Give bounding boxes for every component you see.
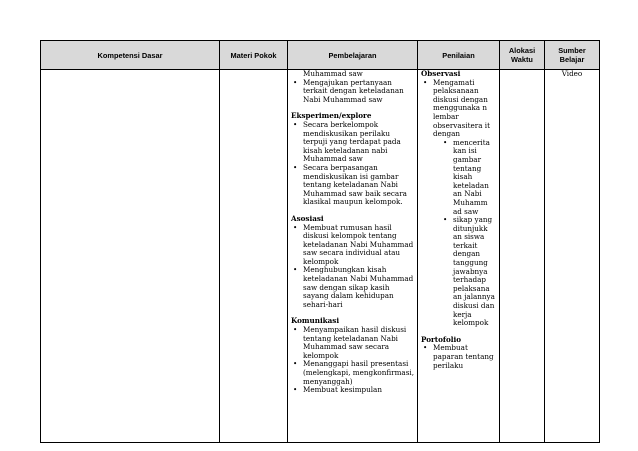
section-title-eksperimen: Eksperimen/explore: [291, 111, 372, 121]
list-item: • Membuat rumusan hasil diskusi kelompok tentang keteladanan Nabi Muhammad saw secara individual atau kelompok: [293, 222, 414, 266]
list-item: • Menyampaikan hasil diskusi tentang keteladanan Nabi Muhammad saw secara kelompok: [293, 325, 407, 360]
table-header-row: [41, 41, 600, 70]
bullet-icon: •: [423, 77, 428, 87]
komunikasi-list: [291, 326, 414, 395]
list-item: • Secara berkelompok mendiskusikan perilaku terpuji yang terdapat pada kisah keteladanan nabi Muhammad saw: [293, 119, 401, 164]
bullet-icon: •: [293, 222, 298, 232]
cell-penilaian: [418, 70, 500, 443]
rpp-table: [40, 40, 600, 443]
list-item: • Mengajukan pertanyaan terkait dengan keteladanan Nabi Muhammad saw: [293, 77, 404, 104]
list-item: • Menanggapi hasil presentasi (melengkapi, mengkonfirmasi, menyanggah): [293, 359, 414, 386]
bullet-icon: •: [293, 325, 298, 335]
intro-list: [291, 79, 414, 105]
bullet-icon: •: [423, 343, 428, 353]
observasi-sub-list: [441, 139, 496, 328]
cell-sumber-belajar: Video: [545, 70, 600, 443]
section-title-portofolio: Portofolio: [421, 334, 462, 344]
list-item: • Secara berpasangan mendiskusikan isi gambar tentang keteladanan Nabi Muhammad saw baik secara klasikal maupun kelompok.: [293, 162, 407, 207]
bullet-icon: •: [293, 385, 298, 395]
eksperimen-list: [291, 121, 414, 207]
list-item: • mencerita kan isi gambar tentang kisah keteladan an Nabi Muhamm ad saw: [443, 137, 490, 216]
bullet-icon: •: [293, 119, 298, 129]
section-title-komunikasi: Komunikasi: [291, 316, 340, 326]
bullet-icon: •: [293, 77, 298, 87]
cell-pembelajaran: [288, 70, 418, 443]
header-kompetensi-dasar: Kompetensi Dasar: [41, 41, 220, 70]
section-title-asosiasi: Asosiasi: [291, 213, 324, 223]
header-alokasi-waktu: Alokasi Waktu: [500, 41, 545, 70]
bullet-icon: •: [293, 265, 298, 275]
bullet-icon: •: [293, 359, 298, 369]
asosiasi-list: [291, 224, 414, 310]
header-penilaian: Penilaian: [418, 41, 500, 70]
cell-alokasi-waktu: [500, 70, 545, 443]
header-materi-pokok: Materi Pokok: [220, 41, 288, 70]
portofolio-list: [421, 344, 496, 370]
bullet-icon: •: [443, 215, 448, 225]
bullet-icon: •: [443, 137, 448, 147]
header-sumber-belajar: Sumber Belajar: [545, 41, 600, 70]
header-pembelajaran: Pembelajaran: [288, 41, 418, 70]
list-item: • Membuat kesimpulan: [293, 385, 382, 395]
observasi-list: [421, 79, 496, 328]
list-item: • sikap yang ditunjukk an siswa terkait dengan tanggung jawabnya terhadap pelaksana an jalannya diskusi dan kerja kelompok: [443, 215, 495, 328]
list-item: • Mengamati pelaksanaan diskusi dengan menggunaka n lembar observasitera it dengan • mencerita kan isi gambar tentang kisah keteladan an Nabi Muhamm ad saw • sikap yang ditunjukk an siswa terkait dengan tanggung jawabnya terhadap pelaksana an jalannya diskusi dan kerja kelompok: [423, 77, 495, 328]
bullet-icon: •: [293, 162, 298, 172]
continued-text: Muhammad saw: [303, 69, 363, 78]
table-row: [41, 70, 600, 443]
cell-kompetensi-dasar: [41, 70, 220, 443]
list-item: • Menghubungkan kisah keteladanan Nabi Muhammad saw dengan sikap kasih sayang dalam kehidupan sehari-hari: [293, 265, 414, 309]
section-title-observasi: Observasi: [421, 69, 461, 78]
list-item: • Membuat paparan tentang perilaku: [423, 343, 494, 370]
cell-materi-pokok: [220, 70, 288, 443]
